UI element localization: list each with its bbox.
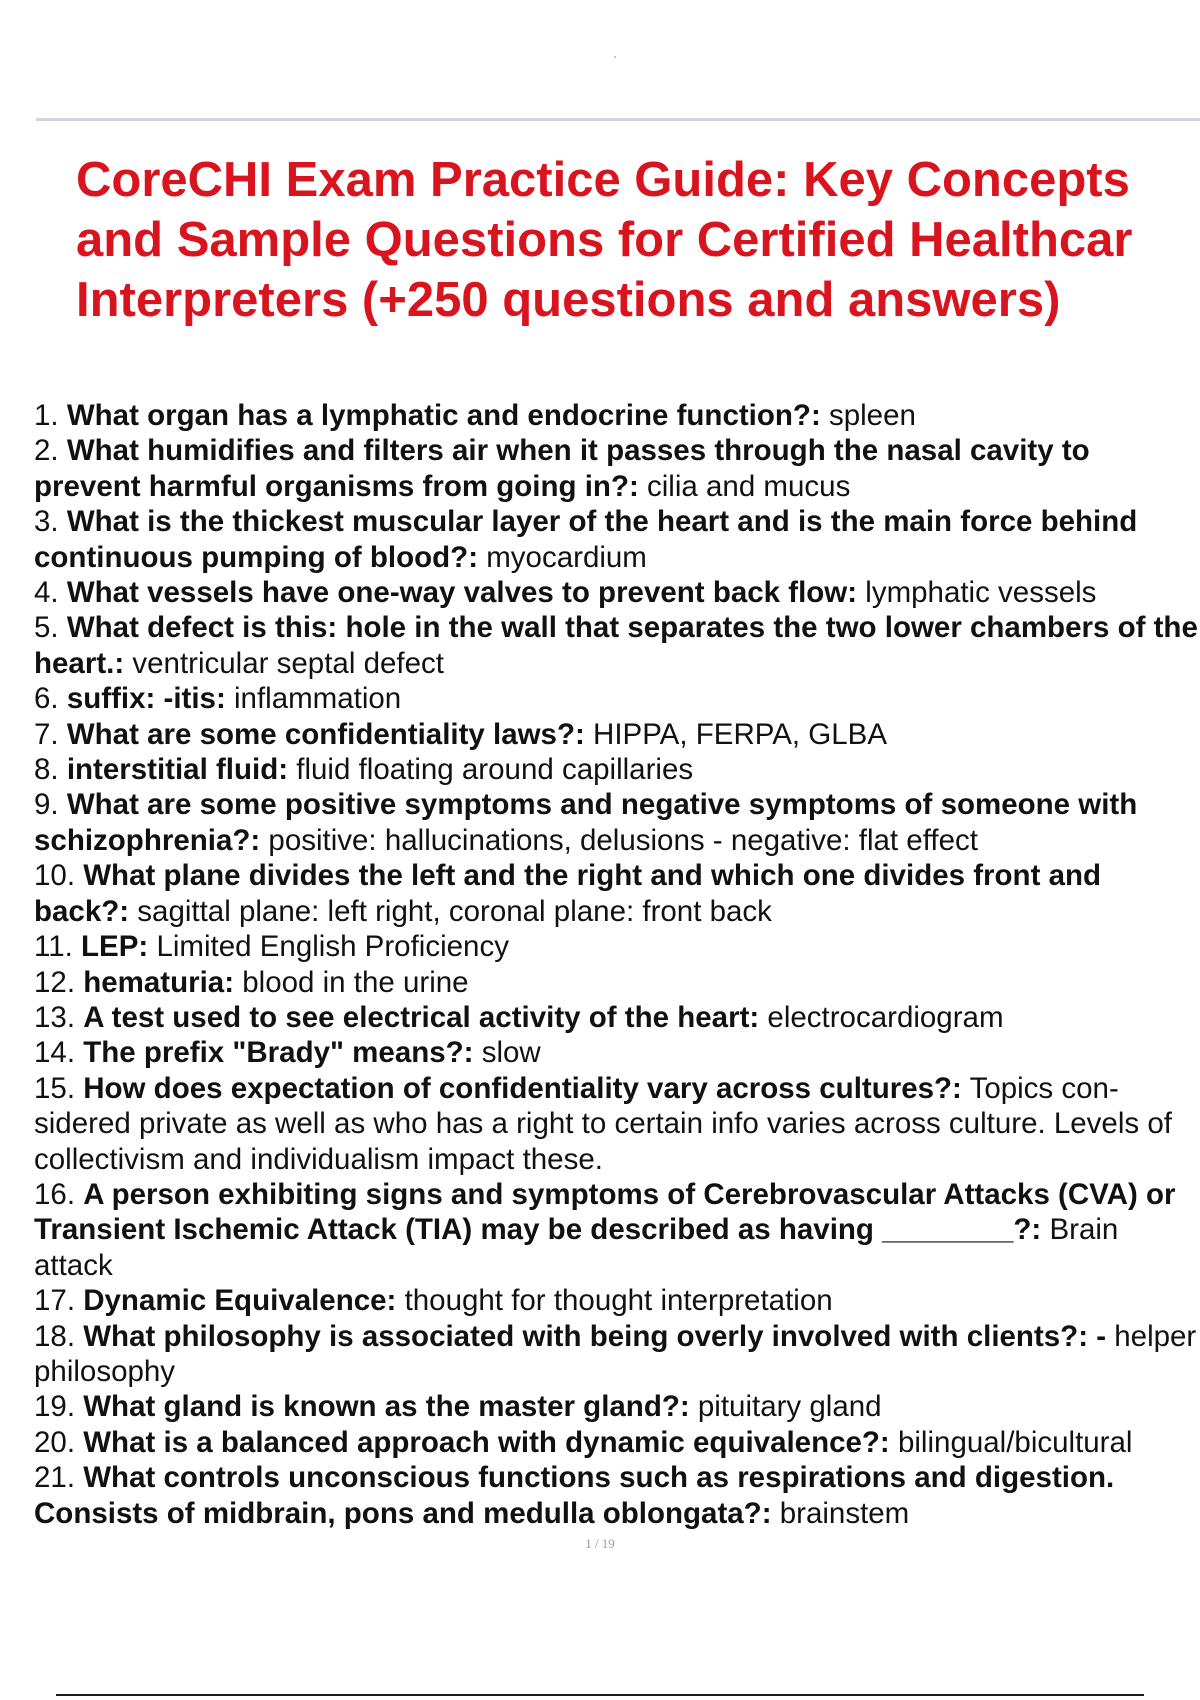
- qa-number: 20.: [34, 1425, 76, 1459]
- qa-answer: lymphatic vessels: [865, 576, 1097, 610]
- qa-number: 16.: [34, 1177, 76, 1211]
- qa-item: [34, 575, 1200, 610]
- qa-item: [34, 1000, 1200, 1035]
- qa-item: [34, 1319, 1200, 1390]
- qa-question: interstitial fluid:: [66, 753, 289, 787]
- qa-answer: Limited English Proficiency: [156, 930, 509, 964]
- qa-question: What plane divides the left and the right and which one divides front and back?:: [34, 859, 1102, 928]
- qa-question: What are some positive symptoms and negative symptoms of someone with schizophrenia?:: [34, 788, 1138, 857]
- qa-number: 8.: [34, 753, 59, 787]
- qa-question: What philosophy is associated with being overly involved with clients?: -: [83, 1319, 1107, 1353]
- qa-item: [34, 433, 1200, 504]
- qa-question: What organ has a lymphatic and endocrine function?:: [66, 399, 821, 432]
- qa-number: 5.: [34, 611, 59, 645]
- qa-answer: electrocardiogram: [767, 1000, 1004, 1034]
- qa-answer: brainstem: [779, 1496, 910, 1530]
- qa-question: What controls unconscious functions such as respirations and digestion. Consists of midbrain, pons and medulla oblongata?:: [34, 1461, 1115, 1530]
- qa-question: What humidifies and filters air when it passes through the nasal cavity to prevent harmful organisms from going in?:: [34, 434, 1090, 503]
- qa-item: [34, 1460, 1200, 1531]
- qa-answer: spleen: [828, 399, 916, 432]
- qa-answer: ventricular septal defect: [132, 646, 444, 680]
- document-title: CoreCHI Exam Practice Guide: Key Concepts and Sample Questions for Certified Healthcar Interpreters (+250 questions and answers): [76, 153, 1133, 327]
- qa-question: hematuria:: [83, 965, 235, 999]
- qa-question: A person exhibiting signs and symptoms of Cerebrovascular Attacks (CVA) or Transient Ischemic Attack (TIA) may be described as having ________?:: [34, 1177, 1176, 1247]
- qa-question: What are some confidentiality laws?:: [66, 717, 585, 751]
- top-divider: [36, 118, 1200, 121]
- qa-answer: thought for thought interpretation: [404, 1284, 833, 1318]
- qa-number: 6.: [34, 682, 59, 716]
- qa-item: [34, 929, 1200, 964]
- qa-question: The prefix "Brady" means?:: [83, 1036, 474, 1070]
- qa-item: [34, 965, 1200, 1000]
- qa-item: [34, 752, 1200, 787]
- qa-number: 12.: [34, 965, 76, 999]
- qa-answer: bilingual/bicultural: [897, 1425, 1133, 1459]
- qa-number: 21.: [34, 1461, 76, 1495]
- qa-question: What defect is this: hole in the wall that separates the two lower chambers of the heart.:: [34, 611, 1198, 680]
- bottom-divider: [56, 1694, 1144, 1696]
- qa-answer: cilia and mucus: [647, 469, 851, 503]
- qa-answer: slow: [481, 1036, 541, 1070]
- qa-number: 13.: [34, 1000, 76, 1034]
- qa-answer: inflammation: [233, 682, 402, 716]
- page-number: 1 / 19: [585, 1536, 615, 1551]
- qa-item: [34, 787, 1200, 858]
- qa-item: [34, 1177, 1200, 1283]
- qa-number: 7.: [34, 717, 59, 751]
- qa-question: How does expectation of confidentiality vary across cultures?:: [83, 1071, 962, 1105]
- qa-question: What gland is known as the master gland?:: [83, 1390, 690, 1424]
- qa-answer: HIPPA, FERPA, GLBA: [593, 717, 888, 751]
- qa-number: 10.: [34, 859, 76, 893]
- qa-item: [34, 504, 1200, 575]
- qa-question: suffix: -itis:: [66, 682, 226, 716]
- qa-item: [34, 681, 1200, 716]
- qa-item: [34, 858, 1200, 929]
- qa-number: 9.: [34, 788, 59, 822]
- qa-number: 18.: [34, 1319, 76, 1353]
- qa-number: 11.: [34, 930, 73, 964]
- qa-item: [34, 1071, 1200, 1177]
- qa-number: 1.: [34, 399, 59, 432]
- qa-number: 3.: [34, 505, 59, 539]
- qa-number: 14.: [34, 1036, 76, 1070]
- qa-item: [34, 1389, 1200, 1424]
- qa-item: [34, 610, 1200, 681]
- qa-answer: pituitary gland: [697, 1390, 882, 1424]
- qa-answer: positive: hallucinations, delusions - negative: flat effect: [268, 823, 978, 857]
- qa-question: What vessels have one-way valves to prevent back flow:: [66, 576, 858, 610]
- qa-question: What is the thickest muscular layer of the heart and is the main force behind continuous pumping of blood?:: [34, 505, 1138, 574]
- qa-number: 2.: [34, 434, 59, 468]
- qa-item: [34, 1035, 1200, 1070]
- qa-question: What is a balanced approach with dynamic equivalence?:: [83, 1425, 890, 1459]
- qa-answer: blood in the urine: [242, 965, 469, 999]
- qa-question: A test used to see electrical activity of the heart:: [83, 1000, 760, 1034]
- qa-answer: helper philosophy: [34, 1319, 1197, 1388]
- qa-answer: Brain attack: [34, 1213, 1119, 1282]
- top-dot: [614, 56, 616, 58]
- qa-answer: fluid floating around capillaries: [296, 753, 694, 787]
- qa-number: 19.: [34, 1390, 76, 1424]
- qa-number: 15.: [34, 1071, 76, 1105]
- qa-question: Dynamic Equivalence:: [83, 1284, 397, 1318]
- qa-question: LEP:: [81, 930, 149, 964]
- qa-answer: Topics con-sidered private as well as who has a right to certain info varies across culture. Levels of collectivism and individualism impact these.: [34, 1071, 1172, 1176]
- qa-answer: sagittal plane: left right, coronal plane: front back: [137, 894, 772, 928]
- qa-list: [34, 398, 1200, 1531]
- qa-item: [34, 1425, 1200, 1460]
- qa-item: [34, 1283, 1200, 1318]
- qa-item: [34, 398, 1200, 433]
- qa-number: 4.: [34, 576, 59, 610]
- qa-answer: myocardium: [486, 540, 647, 574]
- qa-number: 17.: [34, 1284, 76, 1318]
- qa-item: [34, 717, 1200, 752]
